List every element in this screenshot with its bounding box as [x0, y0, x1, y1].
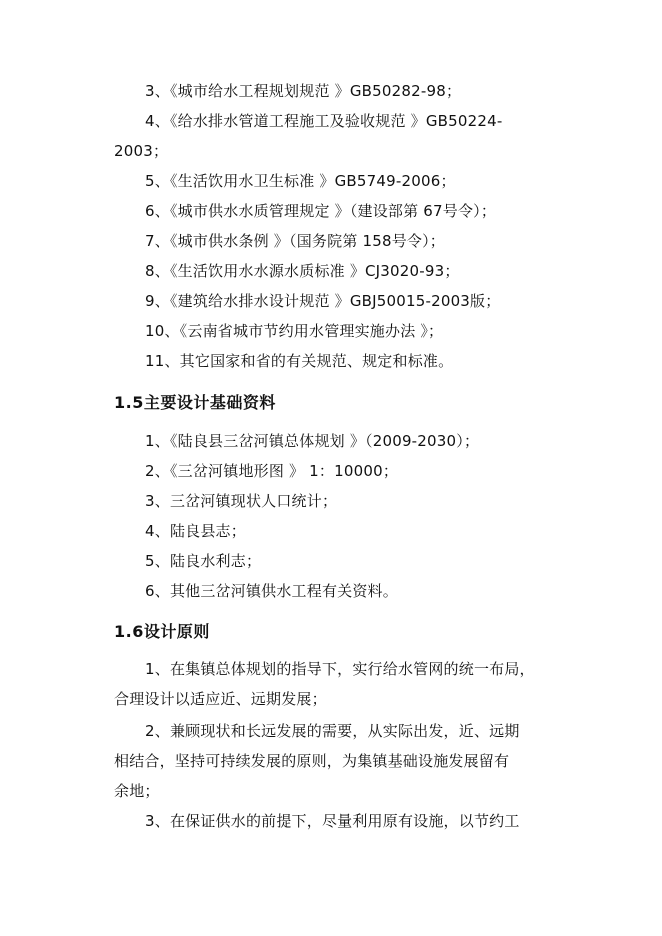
reference-item-10: 10、《云南省城市节约用水管理实施办法 》； [145, 322, 444, 340]
basis-item-4: 4、陆良县志； [145, 522, 246, 540]
principle-2-line-3: 余地； [114, 782, 160, 800]
basis-item-2: 2、《三岔河镇地形图 》 1：10000； [145, 462, 399, 480]
section-1-5-heading: 1.5主要设计基础资料 [114, 393, 276, 412]
reference-item-11: 11、其它国家和省的有关规范、规定和标准。 [145, 352, 454, 370]
reference-item-7: 7、《城市供水条例 》（国务院第 158号令）； [145, 232, 446, 250]
principle-1-line-2: 合理设计以适应近、远期发展； [114, 690, 327, 708]
reference-item-4: 4、《给水排水管道工程施工及验收规范 》GB50224- [145, 112, 503, 130]
basis-item-3: 3、三岔河镇现状人口统计； [145, 492, 338, 510]
basis-item-6: 6、其他三岔河镇供水工程有关资料。 [145, 582, 398, 600]
principle-2-line-1: 2、兼顾现状和长远发展的需要，从实际出发，近、远期 [145, 722, 520, 740]
reference-item-4-cont: 2003； [114, 142, 169, 160]
section-1-6-heading: 1.6设计原则 [114, 622, 210, 641]
principle-2-line-2: 相结合，坚持可持续发展的原则，为集镇基础设施发展留有 [114, 752, 510, 770]
principle-1-line-1: 1、在集镇总体规划的指导下，实行给水管网的统一布局， [145, 660, 535, 678]
reference-item-3: 3、《城市给水工程规划规范 》GB50282-98； [145, 82, 462, 100]
reference-item-6: 6、《城市供水水质管理规定 》（建设部第 67号令）； [145, 202, 497, 220]
principle-3-line-1: 3、在保证供水的前提下，尽量利用原有设施，以节约工 [145, 812, 520, 830]
reference-item-9: 9、《建筑给水排水设计规范 》GBJ50015-2003版； [145, 292, 501, 310]
reference-item-5: 5、《生活饮用水卫生标准 》GB5749-2006； [145, 172, 456, 190]
basis-item-5: 5、陆良水利志； [145, 552, 262, 570]
basis-item-1: 1、《陆良县三岔河镇总体规划 》（2009-2030）； [145, 432, 480, 450]
reference-item-8: 8、《生活饮用水水源水质标准 》CJ3020-93； [145, 262, 460, 280]
